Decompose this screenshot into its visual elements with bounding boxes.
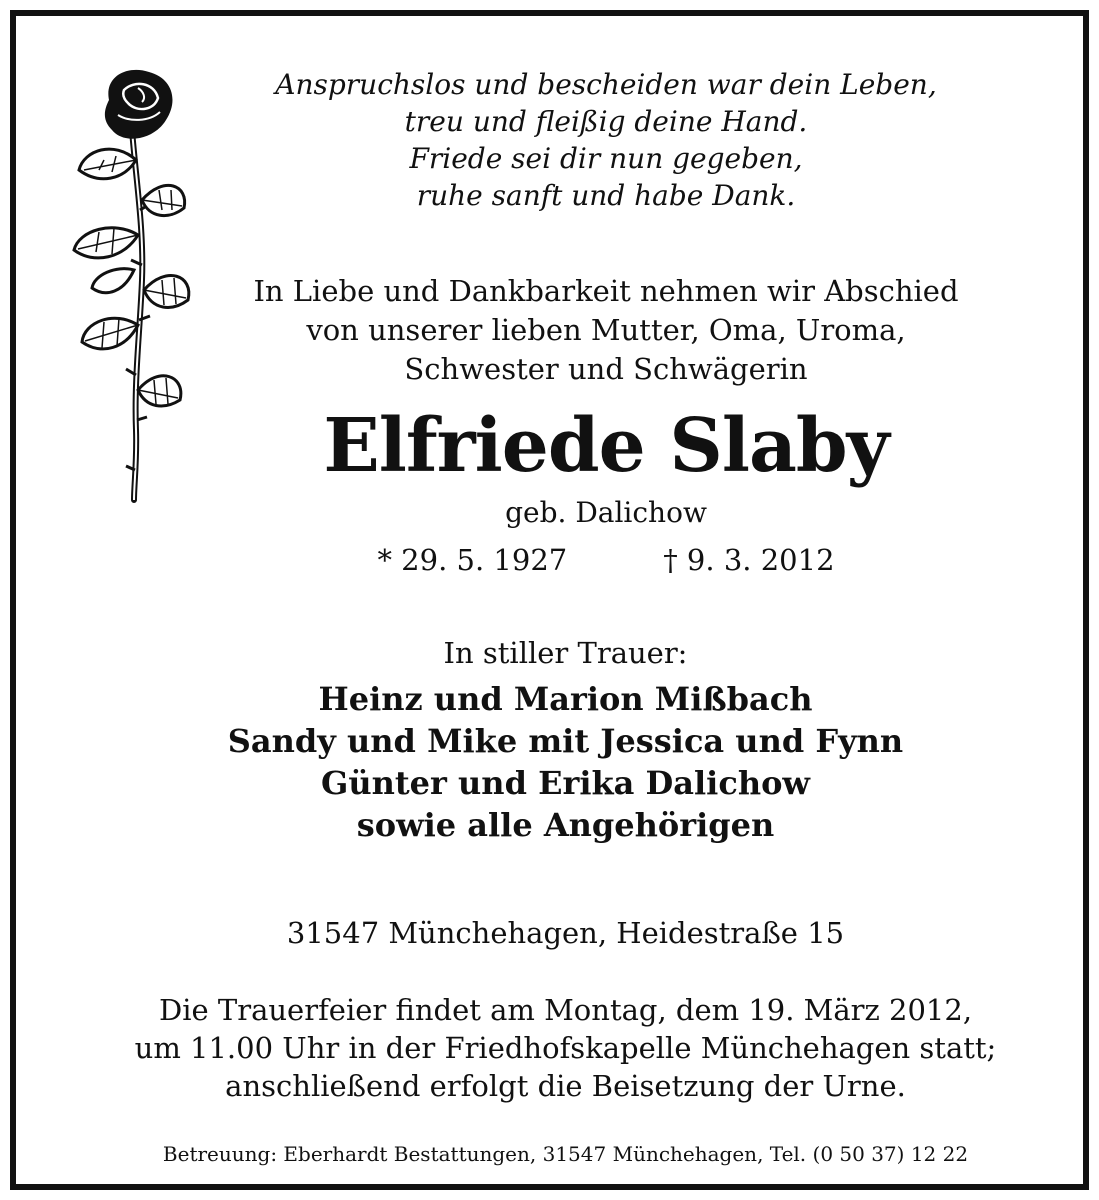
motto-verse (166, 66, 1046, 214)
motto-line: Anspruchslos und bescheiden war dein Leben, (275, 68, 937, 101)
farewell-line: Schwester und Schwägerin (404, 352, 808, 386)
service-line: Die Trauerfeier findet am Montag, dem 19. März 2012, (158, 993, 973, 1027)
service-line: um 11.00 Uhr in der Friedhofskapelle Münchehagen statt; (134, 1031, 997, 1065)
birth-date: * 29. 5. 1927 (377, 543, 568, 577)
death-date: † 9. 3. 2012 (663, 543, 835, 577)
deceased-name: Elfriede Slaby (323, 403, 889, 489)
mourner-name: Heinz und Marion Mißbach (318, 680, 813, 718)
farewell-line: von unserer lieben Mutter, Oma, Uroma, (306, 313, 906, 347)
mourner-name: sowie alle Angehörigen (356, 806, 775, 844)
motto-line: treu und fleißig deine Hand. (404, 105, 808, 138)
funeral-home-credit: Betreuung: Eberhardt Bestattungen, 31547 Münchehagen, Tel. (0 50 37) 12 22 (162, 1142, 969, 1166)
mourner-name: Sandy und Mike mit Jessica und Fynn (227, 722, 904, 760)
maiden-name: geb. Dalichow (505, 496, 707, 529)
service-info (16, 991, 1099, 1105)
family-address: 31547 Münchehagen, Heidestraße 15 (286, 916, 845, 950)
life-dates (166, 540, 1046, 580)
motto-line: Friede sei dir nun gegeben, (409, 142, 803, 175)
mourners-list (16, 678, 1099, 846)
motto-line: ruhe sanft und habe Dank. (416, 179, 796, 212)
farewell-text (166, 272, 1046, 389)
service-line: anschließend erfolgt die Beisetzung der Urne. (225, 1069, 906, 1103)
mourning-label: In stiller Trauer: (443, 636, 688, 670)
farewell-line: In Liebe und Dankbarkeit nehmen wir Abschied (253, 274, 959, 308)
mourner-name: Günter und Erika Dalichow (321, 764, 810, 802)
obituary-frame (10, 10, 1089, 1190)
